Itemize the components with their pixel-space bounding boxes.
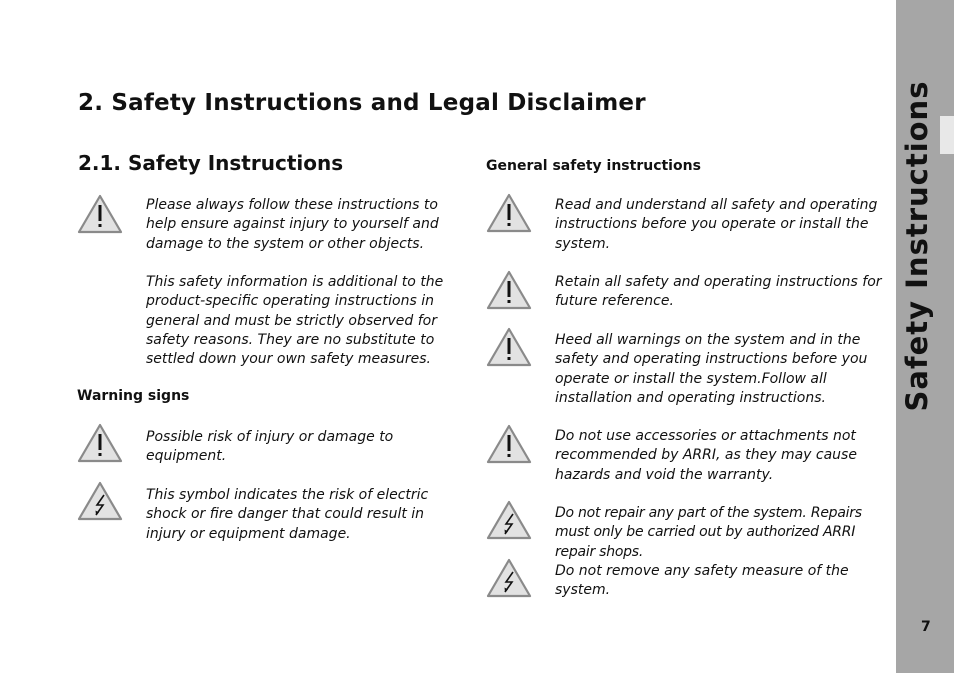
caution-icon <box>486 327 532 367</box>
caution-description: Possible risk of injury or damage to equipment. <box>146 429 394 465</box>
general-item-1: Read and understand all safety and operating instructions before you operate or install the system. <box>555 197 878 252</box>
sidebar-title: Safety Instructions <box>900 80 934 412</box>
caution-icon <box>486 270 532 310</box>
general-safety-heading: General safety instructions <box>486 158 701 174</box>
general-item-6: Do not remove any safety measure of the system. <box>555 563 849 599</box>
section-title: 2.1. Safety Instructions <box>78 151 344 175</box>
sidebar-tab-marker <box>940 116 954 154</box>
general-item-5: Do not repair any part of the system. Repairs must only be carried out by authorized ARRI repair shops. <box>555 505 862 560</box>
intro-paragraph-2: This safety information is additional to the product-specific operating instructions in general and must be strictly observed for safety reasons. They are no substitute to settled down your own safety measures. <box>146 274 444 368</box>
general-item-4: Do not use accessories or attachments not recommended by ARRI, as they may cause hazards and void the warranty. <box>555 428 857 483</box>
caution-icon <box>486 424 532 464</box>
electric-shock-description: This symbol indicates the risk of electric shock or fire danger that could result in injury or equipment damage. <box>146 487 429 542</box>
page-number: 7 <box>921 619 931 635</box>
warning-signs-heading: Warning signs <box>77 388 190 404</box>
intro-paragraph-1: Please always follow these instructions to help ensure against injury to yourself and damage to the system or other objects. <box>146 197 439 252</box>
electric-shock-icon <box>486 500 532 540</box>
caution-icon <box>77 423 123 463</box>
general-item-2: Retain all safety and operating instructions for future reference. <box>555 274 882 310</box>
electric-shock-icon <box>77 481 123 521</box>
electric-shock-icon <box>486 558 532 598</box>
general-item-3: Heed all warnings on the system and in the safety and operating instructions before you operate or install the system.Follow all installation and operating instructions. <box>555 332 868 406</box>
caution-icon <box>486 193 532 233</box>
caution-icon <box>77 194 123 234</box>
page-title: 2. Safety Instructions and Legal Disclaimer <box>78 90 646 116</box>
